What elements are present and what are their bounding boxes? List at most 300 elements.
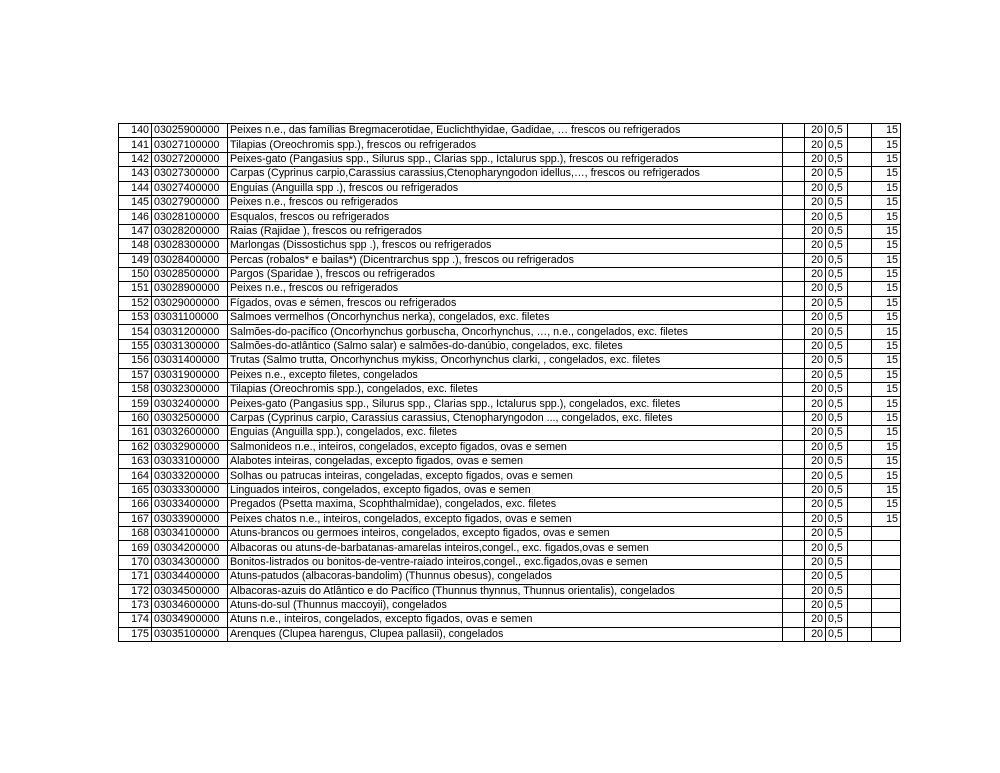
description-cell: Percas (robalos* e bailas*) (Dicentrarchus spp .), frescos ou refrigerados (228, 253, 783, 267)
tax-cell: 15 (872, 210, 901, 224)
table-body (119, 124, 901, 642)
table-row (119, 426, 901, 440)
empty-column-cell (848, 239, 872, 253)
tariff-code-cell: 03034500000 (152, 584, 228, 598)
empty-column-cell (783, 181, 805, 195)
tariff-code-cell: 03035100000 (152, 627, 228, 641)
tax-cell (872, 613, 901, 627)
rate-cell: 20 (805, 541, 826, 555)
tariff-code-cell: 03032900000 (152, 440, 228, 454)
empty-column-cell (783, 325, 805, 339)
tax-cell: 15 (872, 454, 901, 468)
fee-cell: 0,5 (826, 152, 848, 166)
empty-column-cell (848, 440, 872, 454)
empty-column-cell (783, 296, 805, 310)
tax-cell: 15 (872, 124, 901, 138)
empty-column-cell (848, 411, 872, 425)
tax-cell: 15 (872, 181, 901, 195)
rate-cell: 20 (805, 167, 826, 181)
empty-column-cell (783, 210, 805, 224)
rate-cell: 20 (805, 368, 826, 382)
table-row (119, 440, 901, 454)
table-row (119, 167, 901, 181)
fee-cell: 0,5 (826, 354, 848, 368)
empty-column-cell (848, 383, 872, 397)
tariff-code-cell: 03032300000 (152, 383, 228, 397)
fee-cell: 0,5 (826, 555, 848, 569)
fee-cell: 0,5 (826, 541, 848, 555)
empty-column-cell (783, 454, 805, 468)
fee-cell: 0,5 (826, 195, 848, 209)
row-number-cell: 148 (119, 239, 152, 253)
empty-column-cell (848, 138, 872, 152)
table-row (119, 498, 901, 512)
tariff-code-cell: 03032500000 (152, 411, 228, 425)
row-number-cell: 166 (119, 498, 152, 512)
row-number-cell: 149 (119, 253, 152, 267)
tariff-code-cell: 03033300000 (152, 483, 228, 497)
tariff-code-cell: 03033200000 (152, 469, 228, 483)
description-cell: Esqualos, frescos ou refrigerados (228, 210, 783, 224)
row-number-cell: 147 (119, 224, 152, 238)
description-cell: Peixes-gato (Pangasius spp., Silurus spp., Clarias spp., Ictalurus spp.), frescos ou refrigerados (228, 152, 783, 166)
empty-column-cell (783, 152, 805, 166)
description-cell: Salmões-do-atlântico (Salmo salar) e salmões-do-danúbio, congelados, exc. filetes (228, 339, 783, 353)
tax-cell: 15 (872, 512, 901, 526)
fee-cell: 0,5 (826, 239, 848, 253)
row-number-cell: 161 (119, 426, 152, 440)
fee-cell: 0,5 (826, 124, 848, 138)
fee-cell: 0,5 (826, 325, 848, 339)
fee-cell: 0,5 (826, 627, 848, 641)
empty-column-cell (848, 498, 872, 512)
empty-column-cell (783, 239, 805, 253)
fee-cell: 0,5 (826, 598, 848, 612)
empty-column-cell (783, 368, 805, 382)
empty-column-cell (848, 210, 872, 224)
rate-cell: 20 (805, 181, 826, 195)
tax-cell: 15 (872, 354, 901, 368)
tax-cell: 15 (872, 296, 901, 310)
rate-cell: 20 (805, 282, 826, 296)
tariff-code-cell: 03027400000 (152, 181, 228, 195)
row-number-cell: 163 (119, 454, 152, 468)
tariff-code-cell: 03034600000 (152, 598, 228, 612)
tariff-code-cell: 03025900000 (152, 124, 228, 138)
row-number-cell: 145 (119, 195, 152, 209)
fee-cell: 0,5 (826, 167, 848, 181)
description-cell: Enguias (Anguilla spp.), congelados, exc. filetes (228, 426, 783, 440)
fee-cell: 0,5 (826, 383, 848, 397)
rate-cell: 20 (805, 339, 826, 353)
rate-cell: 20 (805, 311, 826, 325)
row-number-cell: 154 (119, 325, 152, 339)
tax-cell: 15 (872, 267, 901, 281)
empty-column-cell (783, 498, 805, 512)
empty-column-cell (848, 124, 872, 138)
row-number-cell: 155 (119, 339, 152, 353)
tariff-code-cell: 03034100000 (152, 526, 228, 540)
rate-cell: 20 (805, 469, 826, 483)
empty-column-cell (783, 267, 805, 281)
empty-column-cell (783, 483, 805, 497)
tariff-code-cell: 03034300000 (152, 555, 228, 569)
tax-cell (872, 598, 901, 612)
rate-cell: 20 (805, 411, 826, 425)
fee-cell: 0,5 (826, 181, 848, 195)
row-number-cell: 164 (119, 469, 152, 483)
description-cell: Marlongas (Dissostichus spp .), frescos ou refrigerados (228, 239, 783, 253)
table-row (119, 397, 901, 411)
fee-cell: 0,5 (826, 397, 848, 411)
empty-column-cell (848, 469, 872, 483)
fee-cell: 0,5 (826, 210, 848, 224)
rate-cell: 20 (805, 426, 826, 440)
rate-cell: 20 (805, 483, 826, 497)
tariff-code-cell: 03031400000 (152, 354, 228, 368)
empty-column-cell (848, 598, 872, 612)
tariff-code-cell: 03034400000 (152, 570, 228, 584)
empty-column-cell (783, 598, 805, 612)
rate-cell: 20 (805, 584, 826, 598)
empty-column-cell (848, 526, 872, 540)
row-number-cell: 146 (119, 210, 152, 224)
fee-cell: 0,5 (826, 296, 848, 310)
row-number-cell: 141 (119, 138, 152, 152)
tariff-code-cell: 03028100000 (152, 210, 228, 224)
tariff-code-cell: 03031100000 (152, 311, 228, 325)
table-row (119, 613, 901, 627)
row-number-cell: 174 (119, 613, 152, 627)
rate-cell: 20 (805, 124, 826, 138)
rate-cell: 20 (805, 454, 826, 468)
description-cell: Arenques (Clupea harengus, Clupea pallasii), congelados (228, 627, 783, 641)
tariff-code-cell: 03028500000 (152, 267, 228, 281)
empty-column-cell (848, 296, 872, 310)
fee-cell: 0,5 (826, 282, 848, 296)
empty-column-cell (848, 483, 872, 497)
row-number-cell: 159 (119, 397, 152, 411)
rate-cell: 20 (805, 325, 826, 339)
rate-cell: 20 (805, 267, 826, 281)
row-number-cell: 168 (119, 526, 152, 540)
table-row (119, 138, 901, 152)
fee-cell: 0,5 (826, 454, 848, 468)
empty-column-cell (783, 383, 805, 397)
row-number-cell: 142 (119, 152, 152, 166)
empty-column-cell (848, 584, 872, 598)
empty-column-cell (783, 167, 805, 181)
tax-cell: 15 (872, 440, 901, 454)
row-number-cell: 152 (119, 296, 152, 310)
empty-column-cell (783, 253, 805, 267)
tariff-code-cell: 03027200000 (152, 152, 228, 166)
fee-cell: 0,5 (826, 498, 848, 512)
empty-column-cell (783, 311, 805, 325)
tax-cell: 15 (872, 339, 901, 353)
table-row (119, 469, 901, 483)
tax-cell (872, 627, 901, 641)
empty-column-cell (848, 541, 872, 555)
empty-column-cell (848, 267, 872, 281)
tax-cell: 15 (872, 138, 901, 152)
description-cell: Carpas (Cyprinus carpio,Carassius carassius,Ctenopharyngodon idellus,…, frescos ou refrigerados (228, 167, 783, 181)
table-row (119, 383, 901, 397)
description-cell: Atuns-patudos (albacoras-bandolim) (Thunnus obesus), congelados (228, 570, 783, 584)
fee-cell: 0,5 (826, 440, 848, 454)
tariff-code-cell: 03034200000 (152, 541, 228, 555)
description-cell: Enguias (Anguilla spp .), frescos ou refrigerados (228, 181, 783, 195)
rate-cell: 20 (805, 354, 826, 368)
empty-column-cell (783, 627, 805, 641)
fee-cell: 0,5 (826, 526, 848, 540)
fee-cell: 0,5 (826, 426, 848, 440)
tax-cell: 15 (872, 282, 901, 296)
empty-column-cell (848, 339, 872, 353)
tax-cell: 15 (872, 239, 901, 253)
table-row (119, 282, 901, 296)
table-row (119, 454, 901, 468)
empty-column-cell (783, 397, 805, 411)
tax-cell (872, 555, 901, 569)
rate-cell: 20 (805, 239, 826, 253)
tariff-code-cell: 03031200000 (152, 325, 228, 339)
row-number-cell: 143 (119, 167, 152, 181)
row-number-cell: 158 (119, 383, 152, 397)
tax-cell: 15 (872, 426, 901, 440)
description-cell: Tilapias (Oreochromis spp.), frescos ou refrigerados (228, 138, 783, 152)
tax-cell: 15 (872, 325, 901, 339)
empty-column-cell (783, 282, 805, 296)
row-number-cell: 167 (119, 512, 152, 526)
description-cell: Peixes n.e., frescos ou refrigerados (228, 195, 783, 209)
tariff-code-cell: 03033100000 (152, 454, 228, 468)
rate-cell: 20 (805, 627, 826, 641)
tax-cell: 15 (872, 253, 901, 267)
table-row (119, 368, 901, 382)
description-cell: Salmões-do-pacífico (Oncorhynchus gorbuscha, Oncorhynchus, …, n.e., congelados, exc. filetes (228, 325, 783, 339)
empty-column-cell (848, 325, 872, 339)
tax-cell: 15 (872, 195, 901, 209)
tariff-code-cell: 03029000000 (152, 296, 228, 310)
empty-column-cell (783, 613, 805, 627)
empty-column-cell (783, 584, 805, 598)
rate-cell: 20 (805, 224, 826, 238)
row-number-cell: 162 (119, 440, 152, 454)
row-number-cell: 150 (119, 267, 152, 281)
rate-cell: 20 (805, 570, 826, 584)
empty-column-cell (848, 627, 872, 641)
rate-cell: 20 (805, 383, 826, 397)
description-cell: Bonitos-listrados ou bonitos-de-ventre-raiado inteiros,congel., exc.figados,ovas e semen (228, 555, 783, 569)
table-row (119, 411, 901, 425)
table-row (119, 239, 901, 253)
tax-cell: 15 (872, 368, 901, 382)
empty-column-cell (848, 311, 872, 325)
description-cell: Atuns-brancos ou germoes inteiros, congelados, excepto figados, ovas e semen (228, 526, 783, 540)
tariff-code-cell: 03033900000 (152, 512, 228, 526)
empty-column-cell (783, 339, 805, 353)
fee-cell: 0,5 (826, 584, 848, 598)
empty-column-cell (848, 195, 872, 209)
rate-cell: 20 (805, 195, 826, 209)
tax-cell: 15 (872, 498, 901, 512)
table-row (119, 267, 901, 281)
table-row (119, 526, 901, 540)
table-row (119, 124, 901, 138)
empty-column-cell (783, 512, 805, 526)
table-row (119, 296, 901, 310)
description-cell: Pargos (Sparidae ), frescos ou refrigerados (228, 267, 783, 281)
table-row (119, 325, 901, 339)
fee-cell: 0,5 (826, 512, 848, 526)
table-row (119, 152, 901, 166)
description-cell: Peixes n.e., das famílias Bregmacerotidae, Euclichthyidae, Gadidae, … frescos ou refrigerados (228, 124, 783, 138)
empty-column-cell (848, 354, 872, 368)
tax-cell: 15 (872, 224, 901, 238)
empty-column-cell (848, 282, 872, 296)
empty-column-cell (783, 354, 805, 368)
fee-cell: 0,5 (826, 570, 848, 584)
rate-cell: 20 (805, 210, 826, 224)
tariff-code-cell: 03032600000 (152, 426, 228, 440)
description-cell: Peixes n.e., excepto filetes, congelados (228, 368, 783, 382)
rate-cell: 20 (805, 296, 826, 310)
fee-cell: 0,5 (826, 253, 848, 267)
tariff-code-cell: 03027900000 (152, 195, 228, 209)
empty-column-cell (848, 397, 872, 411)
table-row (119, 627, 901, 641)
rate-cell: 20 (805, 253, 826, 267)
empty-column-cell (848, 181, 872, 195)
table-row (119, 598, 901, 612)
row-number-cell: 171 (119, 570, 152, 584)
fee-cell: 0,5 (826, 267, 848, 281)
table-row (119, 541, 901, 555)
fee-cell: 0,5 (826, 483, 848, 497)
row-number-cell: 160 (119, 411, 152, 425)
description-cell: Salmoes vermelhos (Oncorhynchus nerka), congelados, exc. filetes (228, 311, 783, 325)
tax-cell: 15 (872, 167, 901, 181)
rate-cell: 20 (805, 498, 826, 512)
tariff-code-cell: 03028300000 (152, 239, 228, 253)
row-number-cell: 175 (119, 627, 152, 641)
tax-cell (872, 570, 901, 584)
tariff-code-cell: 03027100000 (152, 138, 228, 152)
empty-column-cell (848, 253, 872, 267)
table-row (119, 354, 901, 368)
tax-cell: 15 (872, 411, 901, 425)
fee-cell: 0,5 (826, 339, 848, 353)
description-cell: Peixes chatos n.e., inteiros, congelados, excepto figados, ovas e semen (228, 512, 783, 526)
rate-cell: 20 (805, 152, 826, 166)
tax-cell: 15 (872, 397, 901, 411)
row-number-cell: 157 (119, 368, 152, 382)
tariff-code-cell: 03031300000 (152, 339, 228, 353)
description-cell: Salmonideos n.e., inteiros, congelados, excepto figados, ovas e semen (228, 440, 783, 454)
table-row (119, 512, 901, 526)
rate-cell: 20 (805, 440, 826, 454)
description-cell: Raias (Rajidae ), frescos ou refrigerados (228, 224, 783, 238)
rate-cell: 20 (805, 613, 826, 627)
fee-cell: 0,5 (826, 311, 848, 325)
tariff-code-cell: 03028900000 (152, 282, 228, 296)
description-cell: Tilapias (Oreochromis spp.), congelados, exc. filetes (228, 383, 783, 397)
rate-cell: 20 (805, 598, 826, 612)
tax-cell (872, 541, 901, 555)
table-row (119, 339, 901, 353)
empty-column-cell (848, 152, 872, 166)
description-cell: Peixes-gato (Pangasius spp., Silurus spp., Clarias spp., Ictalurus spp.), congelados, exc. filetes (228, 397, 783, 411)
description-cell: Linguados inteiros, congelados, excepto figados, ovas e semen (228, 483, 783, 497)
tax-cell: 15 (872, 383, 901, 397)
description-cell: Carpas (Cyprinus carpio, Carassius carassius, Ctenopharyngodon ..., congelados, exc. filetes (228, 411, 783, 425)
tariff-code-cell: 03031900000 (152, 368, 228, 382)
table-row (119, 181, 901, 195)
empty-column-cell (783, 555, 805, 569)
description-cell: Atuns-do-sul (Thunnus maccoyii), congelados (228, 598, 783, 612)
empty-column-cell (848, 368, 872, 382)
table-row (119, 210, 901, 224)
empty-column-cell (783, 541, 805, 555)
tax-cell: 15 (872, 152, 901, 166)
fee-cell: 0,5 (826, 613, 848, 627)
fee-cell: 0,5 (826, 368, 848, 382)
description-cell: Peixes n.e., frescos ou refrigerados (228, 282, 783, 296)
empty-column-cell (848, 224, 872, 238)
tariff-code-cell: 03028200000 (152, 224, 228, 238)
empty-column-cell (783, 411, 805, 425)
tax-cell: 15 (872, 311, 901, 325)
table-row (119, 224, 901, 238)
empty-column-cell (848, 426, 872, 440)
row-number-cell: 165 (119, 483, 152, 497)
empty-column-cell (783, 124, 805, 138)
tariff-code-cell: 03034900000 (152, 613, 228, 627)
empty-column-cell (783, 440, 805, 454)
table-row (119, 253, 901, 267)
empty-column-cell (848, 454, 872, 468)
tariff-code-cell: 03033400000 (152, 498, 228, 512)
row-number-cell: 156 (119, 354, 152, 368)
empty-column-cell (848, 613, 872, 627)
rate-cell: 20 (805, 397, 826, 411)
rate-cell: 20 (805, 526, 826, 540)
empty-column-cell (783, 138, 805, 152)
description-cell: Trutas (Salmo trutta, Oncorhynchus mykiss, Oncorhynchus clarki, , congelados, exc. filetes (228, 354, 783, 368)
row-number-cell: 144 (119, 181, 152, 195)
tax-cell: 15 (872, 469, 901, 483)
row-number-cell: 170 (119, 555, 152, 569)
row-number-cell: 173 (119, 598, 152, 612)
empty-column-cell (783, 224, 805, 238)
empty-column-cell (848, 512, 872, 526)
tariff-code-cell: 03028400000 (152, 253, 228, 267)
table-row (119, 311, 901, 325)
description-cell: Albacoras ou atuns-de-barbatanas-amarelas inteiros,congel., exc. figados,ovas e semen (228, 541, 783, 555)
rate-cell: 20 (805, 512, 826, 526)
table-row (119, 584, 901, 598)
fee-cell: 0,5 (826, 469, 848, 483)
fee-cell: 0,5 (826, 138, 848, 152)
description-cell: Fígados, ovas e sémen, frescos ou refrigerados (228, 296, 783, 310)
rate-cell: 20 (805, 555, 826, 569)
fee-cell: 0,5 (826, 224, 848, 238)
tariff-code-cell: 03027300000 (152, 167, 228, 181)
empty-column-cell (783, 526, 805, 540)
tariff-code-cell: 03032400000 (152, 397, 228, 411)
rate-cell: 20 (805, 138, 826, 152)
